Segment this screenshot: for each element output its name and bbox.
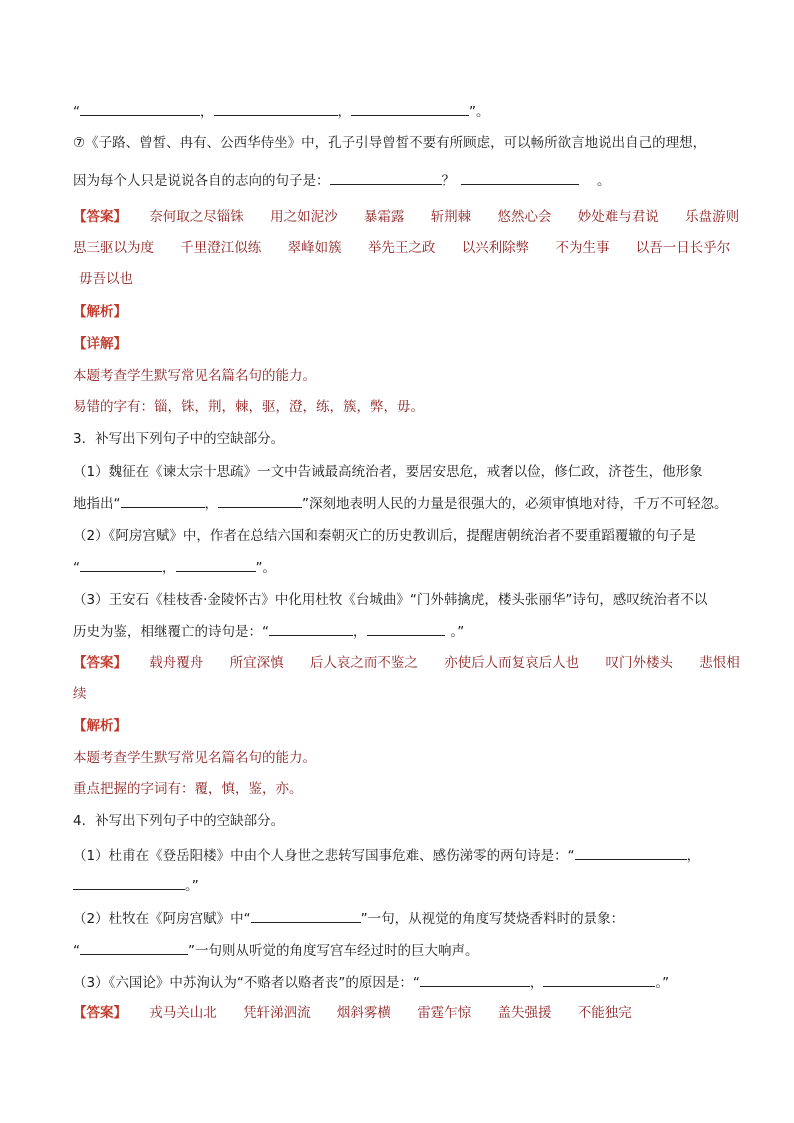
answer-blank[interactable] [330, 170, 442, 185]
answer-blank[interactable] [73, 875, 185, 890]
q3-answer-row1 [73, 653, 762, 673]
answer-blank[interactable] [351, 101, 469, 116]
answer-item: 奈何取之尽锱铢 [149, 209, 244, 225]
q2-item7-line2: 因为每个人只是说说各自的志向的句子是： ？ 。 [73, 170, 611, 191]
q4-item2-line1: （2）杜牧在《阿房宫赋》中“ ”一句，从视觉的角度写焚烧香料时的景象： [73, 908, 624, 929]
answer-item: 叹门外楼头 [605, 655, 673, 671]
answer-blank[interactable] [269, 621, 353, 636]
q3-item3-line2: 历史为鉴，相继覆亡的诗句是：“ ， 。” [73, 621, 464, 642]
answer-blank[interactable] [420, 972, 530, 987]
answer-blank[interactable] [176, 557, 256, 572]
answer-item: 悲恨相 [699, 655, 740, 671]
analysis-label: 【解析】 [73, 718, 127, 734]
answer-item: 千里澄江似练 [180, 240, 262, 256]
q2-item7-line1: ⑦《子路、曾皙、冉有、公西华侍坐》中，孔子引导曾皙不要有所顾虑，可以畅所欲言地说出自己的理想， [73, 135, 707, 151]
q2-blank-line: “ ， ， ”。 [73, 101, 490, 122]
q3-item2-line1: （2）《阿房宫赋》中，作者在总结六国和秦朝灭亡的历史教训后，提醒唐朝统治者不要重蹈覆辙的句子是 [73, 528, 696, 544]
q4-item2-line2: “ ”一句则从听觉的角度写宫车经过时的巨大响声。 [73, 940, 479, 961]
answer-item: 后人哀之而不鉴之 [309, 655, 418, 671]
answer-item: 不能独完 [577, 1005, 632, 1021]
answer-item: 续 [73, 686, 87, 702]
q3-item2-line2: “ ， ”。 [73, 557, 276, 578]
q2-answer-row1 [73, 207, 761, 227]
detail-label: 【详解】 [73, 336, 127, 352]
q3-item1-line1: （1）魏征在《谏太宗十思疏》一文中告诫最高统治者，要居安思危，戒奢以俭，修仁政，济苍生，他形象 [73, 464, 703, 480]
q2-answer-row2 [73, 238, 752, 258]
q4-item1-line1: （1）杜甫在《登岳阳楼》中由个人身世之悲转写国事危难、感伤涕零的两句诗是：“ ， [73, 845, 700, 866]
q4-answer-row1 [73, 1003, 654, 1023]
answer-label: 【答案】 [73, 655, 127, 671]
detail-text: 本题考查学生默写常见名篇名句的能力。 [73, 368, 316, 384]
answer-item: 载舟覆舟 [149, 655, 204, 671]
answer-item: 举先王之政 [367, 240, 436, 256]
detail-text: 本题考查学生默写常见名篇名句的能力。 [73, 750, 316, 766]
answer-blank[interactable] [251, 908, 361, 923]
answer-item: 不为生事 [555, 240, 610, 256]
answer-item: 所宜深慎 [229, 655, 284, 671]
answer-blank[interactable] [214, 101, 338, 116]
answer-item: 以吾一日长乎尔 [635, 240, 731, 256]
answer-item: 毋吾以也 [79, 271, 133, 287]
answer-item: 戎马关山北 [149, 1005, 217, 1021]
q4-item3: （3）《六国论》中苏洵认为“不赂者以赂者丧”的原因是：“ ， 。” [73, 972, 669, 993]
answer-item: 用之如泥沙 [270, 209, 338, 225]
answer-blank[interactable] [461, 170, 579, 185]
answer-item: 亦使后人而复哀后人也 [444, 655, 580, 671]
answer-blank[interactable] [80, 940, 188, 955]
q3-answer-row2 [73, 684, 109, 704]
answer-blank[interactable] [543, 972, 655, 987]
answer-blank[interactable] [575, 845, 687, 860]
answer-item: 妙处难与君说 [577, 209, 659, 225]
q3-item3-line1: （3）王安石《桂枝香·金陵怀古》中化用杜牧《台城曲》“门外韩擒虎，楼头张丽华”诗句，感叹统治者不以 [73, 592, 708, 608]
answer-item: 盖失强援 [497, 1005, 552, 1021]
answer-item: 烟斜雾横 [336, 1005, 391, 1021]
q3-title: 3．补写出下列句子中的空缺部分。 [73, 431, 285, 447]
q3-item1-line2: 地指出“ ， ”深刻地表明人民的力量是很强大的，必须审慎地对待，千万不可轻忽。 [73, 493, 728, 514]
analysis-label: 【解析】 [73, 304, 127, 320]
answer-item: 乐盘游则 [685, 209, 740, 225]
q4-title: 4．补写出下列句子中的空缺部分。 [73, 813, 285, 829]
answer-label: 【答案】 [73, 209, 127, 225]
answer-blank[interactable] [121, 493, 205, 508]
answer-item: 暴霜露 [363, 209, 405, 225]
answer-item: 凭轩涕泗流 [243, 1005, 311, 1021]
key-words-text: 重点把握的字词有：覆，慎，鉴，亦。 [73, 781, 303, 797]
answer-item: 翠峰如簇 [287, 240, 342, 256]
answer-item: 以兴利除弊 [461, 240, 530, 256]
q4-item1-line2: 。” [73, 875, 199, 896]
answer-blank[interactable] [367, 621, 445, 636]
error-chars-text: 易错的字有：锱，铢，荆，棘，驱，澄，练，簇，弊，毋。 [73, 399, 424, 415]
answer-item: 思三驱以为度 [73, 240, 154, 256]
answer-blank[interactable] [80, 557, 162, 572]
answer-label: 【答案】 [73, 1005, 127, 1021]
answer-item: 悠然心会 [497, 209, 552, 225]
answer-item: 斩荆棘 [430, 209, 472, 225]
answer-blank[interactable] [218, 493, 302, 508]
answer-item: 雷霆乍惊 [417, 1005, 472, 1021]
q2-answer-row3 [79, 269, 155, 289]
answer-blank[interactable] [80, 101, 200, 116]
